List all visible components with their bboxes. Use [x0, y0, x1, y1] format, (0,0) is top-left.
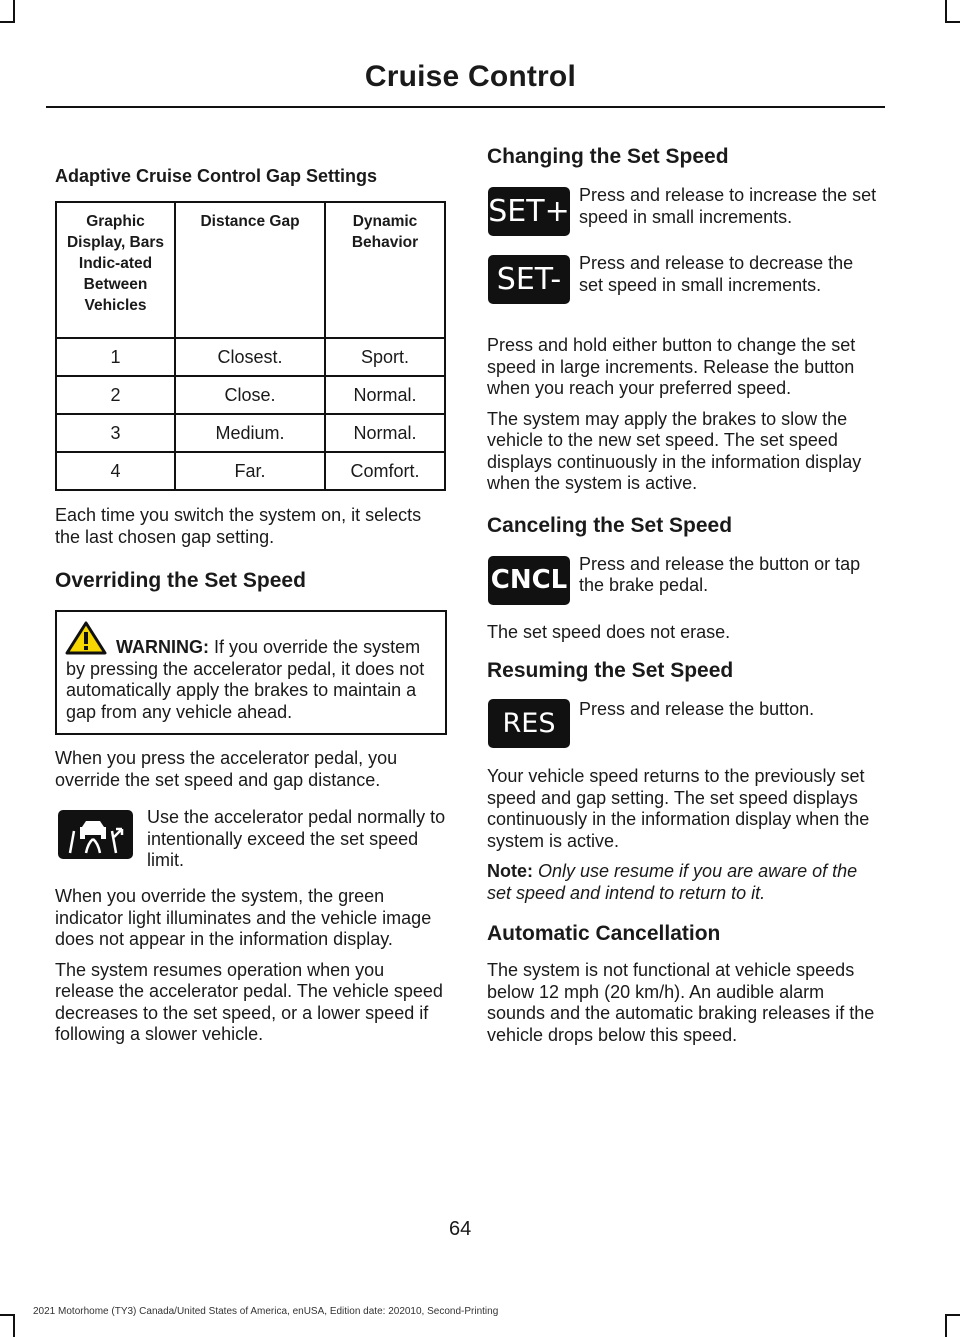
paragraph-not-erase: The set speed does not erase. — [487, 621, 731, 642]
heading-canceling: Canceling the Set Speed — [487, 513, 733, 537]
table-cell: Far. — [175, 452, 325, 490]
gap-settings-table — [55, 201, 446, 491]
note-label: Note: — [487, 861, 533, 881]
table-title: Adaptive Cruise Control Gap Settings — [55, 166, 378, 186]
crop-mark — [0, 21, 15, 23]
car-override-icon — [66, 815, 126, 855]
note-text: Only use resume if you are aware of the set speed and intend to return to it. — [487, 861, 858, 903]
table-cell: 1 — [56, 338, 175, 376]
res-key-icon: RES — [488, 699, 570, 748]
set-plus-row — [487, 185, 882, 253]
header-rule — [46, 106, 885, 108]
crop-mark — [945, 21, 960, 23]
right-column — [487, 145, 882, 1046]
crop-mark — [0, 1314, 15, 1316]
warning-box — [55, 610, 447, 735]
table-cell: Medium. — [175, 414, 325, 452]
table-cell: Normal. — [325, 414, 445, 452]
paragraph-when-press: When you press the accelerator pedal, you override the set speed and gap distance. — [55, 748, 398, 790]
left-column — [55, 166, 447, 1046]
warning-text: If you override the system by pressing the accelerator pedal, it does not automatically apply the brakes to maintain a gap from any vehicle ahead. — [66, 637, 425, 722]
crop-mark — [13, 0, 15, 21]
table-row — [56, 338, 445, 376]
table-cell: Normal. — [325, 376, 445, 414]
paragraph-returns: Your vehicle speed returns to the previously set speed and gap setting. The set speed displays continuously in the information display when the system is active. — [487, 766, 870, 851]
crop-mark — [945, 1314, 960, 1316]
set-minus-row — [487, 253, 882, 335]
page-title: Cruise Control — [364, 60, 576, 93]
col-header-graphic: Graphic Display, Bars Indic-ated Between Vehicles — [56, 202, 175, 338]
accelerator-override-icon — [58, 810, 133, 859]
table-row — [56, 414, 445, 452]
paragraph-brakes: The system may apply the brakes to slow the vehicle to the new set speed. The set speed displays continuously in the information display when the system is active. — [487, 408, 862, 493]
table-header-row — [56, 202, 445, 338]
table-cell: 4 — [56, 452, 175, 490]
paragraph-auto: The system is not functional at vehicle speeds below 12 mph (20 km/h). An audible alarm sounds and the automatic braking releases if the vehicle drops below this speed. — [487, 960, 875, 1045]
table-cell: Closest. — [175, 338, 325, 376]
table-row — [56, 376, 445, 414]
table-cell: Sport. — [325, 338, 445, 376]
cncl-row — [487, 554, 882, 622]
cncl-key-icon: CNCL — [488, 556, 570, 605]
heading-changing: Changing the Set Speed — [487, 145, 729, 168]
warning-paragraph — [66, 637, 436, 723]
table-cell: Close. — [175, 376, 325, 414]
heading-automatic-cancellation: Automatic Cancellation — [487, 922, 721, 945]
page-number: 64 — [449, 1218, 472, 1240]
table-cell: Comfort. — [325, 452, 445, 490]
paragraph-set-minus: Press and release to decrease the set speed in small increments. — [579, 253, 854, 295]
res-row — [487, 699, 882, 766]
paragraph-use-pedal: Use the accelerator pedal normally to intentionally exceed the set speed limit. — [147, 807, 446, 870]
crop-mark — [13, 1316, 15, 1337]
paragraph-resumes: The system resumes operation when you release the accelerator pedal. The vehicle speed decreases to the set speed, or a lower speed if following a slower vehicle. — [55, 959, 443, 1044]
note-paragraph — [487, 861, 882, 904]
crop-mark — [945, 1316, 947, 1337]
heading-resuming: Resuming the Set Speed — [487, 659, 734, 682]
table-row — [56, 452, 445, 490]
paragraph-when-override: When you override the system, the green indicator light illuminates and the vehicle image does not appear in the information display. — [55, 886, 432, 949]
warning-label: WARNING: — [116, 637, 209, 657]
set-plus-key-icon: SET+ — [488, 187, 570, 236]
paragraph-each-time: Each time you switch the system on, it selects the last chosen gap setting. — [55, 505, 422, 547]
col-header-dynamic: Dynamic Behavior — [325, 202, 445, 338]
heading-overriding: Overriding the Set Speed — [55, 569, 306, 592]
paragraph-cncl: Press and release the button or tap the brake pedal. — [579, 553, 861, 595]
set-minus-key-icon: SET- — [488, 255, 570, 304]
col-header-distance: Distance Gap — [175, 202, 325, 338]
warning-triangle-icon — [65, 621, 107, 655]
table-cell: 3 — [56, 414, 175, 452]
paragraph-res: Press and release the button. — [579, 699, 815, 719]
table-cell: 2 — [56, 376, 175, 414]
paragraph-set-plus: Press and release to increase the set speed in small increments. — [579, 185, 877, 227]
paragraph-press-hold: Press and hold either button to change the set speed in large increments. Release the button when you reach your preferred speed. — [487, 335, 856, 398]
crop-mark — [945, 0, 947, 21]
accelerator-override-row — [55, 807, 447, 873]
edition-footer: 2021 Motorhome (TY3) Canada/United States of America, enUSA, Edition date: 202010, Second-Printing — [33, 1306, 499, 1317]
